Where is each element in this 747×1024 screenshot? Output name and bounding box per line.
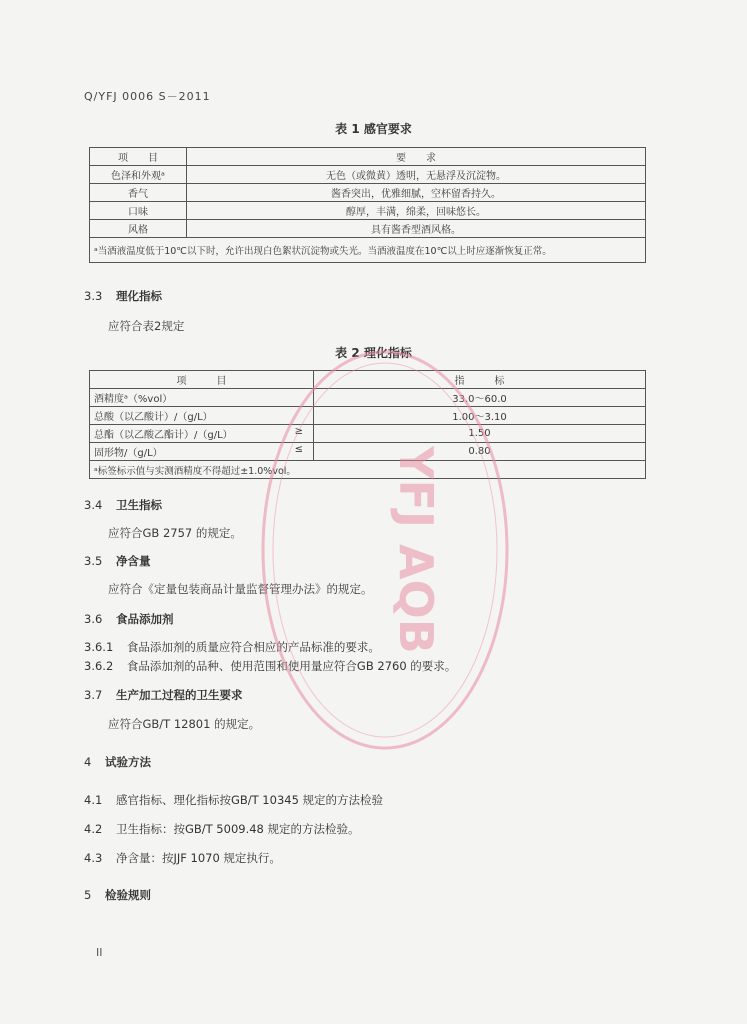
table-cell: 色泽和外观ᵃ — [90, 166, 187, 184]
table-cell — [90, 443, 314, 461]
section-number: 5 — [84, 888, 92, 902]
section-title: 理化指标 — [115, 289, 162, 303]
table-row — [90, 166, 646, 184]
table-row — [90, 425, 646, 443]
table-cell — [90, 389, 314, 407]
table-header-row — [90, 371, 646, 389]
section-number: 3.6.2 — [84, 659, 114, 673]
table-header-cell: 指 标 — [314, 371, 646, 389]
section-title: 检验规则 — [104, 888, 151, 902]
table2-caption: 表 2 理化指标 — [335, 346, 412, 360]
table-cell: 酱香突出，优雅细腻，空杯留香持久。 — [187, 184, 646, 202]
section-number: 4.3 — [84, 851, 103, 865]
table-cell — [90, 425, 314, 443]
item-label: 酒精度ᵃ（%vol） — [94, 394, 173, 405]
table-cell: 无色（或微黄）透明，无悬浮及沉淀物。 — [187, 166, 646, 184]
subsection — [84, 639, 380, 655]
table-row — [90, 202, 646, 220]
section-title: 食品添加剂 — [115, 612, 174, 626]
section-number: 4 — [84, 755, 92, 769]
section-body: 卫生指标：按GB/T 5009.48 规定的方法检验。 — [115, 822, 360, 836]
item-label: 总酸（以乙酸计）/（g/L） — [94, 412, 213, 423]
table-cell: 口味 — [90, 202, 187, 220]
table-note-row — [90, 461, 646, 479]
section-heading — [84, 887, 151, 903]
table-cell: 33.0～60.0 — [314, 389, 646, 407]
table-note: ᵃ当酒液温度低于10℃以下时，允许出现白色絮状沉淀物或失光。当酒液温度在10℃以上时应逐渐恢复正常。 — [90, 238, 646, 263]
section-body: 净含量：按JJF 1070 规定执行。 — [115, 851, 281, 865]
section-title: 净含量 — [115, 554, 151, 568]
section-number: 3.6.1 — [84, 640, 114, 654]
section-heading — [84, 687, 242, 703]
table-cell: 1.50 — [314, 425, 646, 443]
page-number: II — [96, 946, 103, 959]
sensory-requirements-table — [89, 147, 646, 263]
section-title: 试验方法 — [104, 755, 151, 769]
section-title: 卫生指标 — [115, 498, 162, 512]
comparison-symbol: ≤ — [294, 444, 303, 455]
section-title: 生产加工过程的卫生要求 — [115, 688, 243, 702]
section-heading — [84, 611, 173, 627]
section-number: 3.5 — [84, 554, 103, 568]
item-label: 固形物/（g/L） — [94, 448, 163, 459]
table-cell: 0.80 — [314, 443, 646, 461]
stamp-lettering: YFJ AQB — [389, 446, 443, 654]
table1-caption: 表 1 感官要求 — [335, 122, 412, 136]
section-body: 食品添加剂的质量应符合相应的产品标准的要求。 — [126, 640, 380, 654]
table-cell: 风格 — [90, 220, 187, 238]
table-header-cell: 项 目 — [90, 148, 187, 166]
table-cell: 香气 — [90, 184, 187, 202]
section-heading — [84, 288, 162, 304]
table-row — [90, 220, 646, 238]
section-number: 3.6 — [84, 612, 103, 626]
section-heading — [84, 754, 151, 770]
section-body: 应符合GB 2757 的规定。 — [108, 526, 242, 540]
table-cell — [90, 407, 314, 425]
table-note: ᵃ标签标示值与实测酒精度不得超过±1.0%vol。 — [90, 461, 646, 479]
section-body: 食品添加剂的品种、使用范围和使用量应符合GB 2760 的要求。 — [126, 659, 457, 673]
section-body: 应符合《定量包装商品计量监督管理办法》的规定。 — [108, 582, 373, 596]
section-number: 4.2 — [84, 822, 103, 836]
table-cell: 具有酱香型酒风格。 — [187, 220, 646, 238]
subsection — [84, 850, 281, 866]
section-heading — [84, 497, 162, 513]
table-header-cell: 项 目 — [90, 371, 314, 389]
section-body: 应符合GB/T 12801 的规定。 — [108, 717, 261, 731]
section-number: 3.3 — [84, 289, 103, 303]
table-header-row — [90, 148, 646, 166]
item-label: 总酯（以乙酸乙酯计）/（g/L） — [94, 430, 233, 441]
section-number: 3.7 — [84, 688, 103, 702]
section-heading — [84, 553, 150, 569]
physicochemical-table — [89, 370, 646, 479]
subsection — [84, 658, 456, 674]
table-row — [90, 184, 646, 202]
table-cell: 1.00～3.10 — [314, 407, 646, 425]
comparison-symbol: ≥ — [294, 426, 303, 437]
table-cell: 醇厚，丰满，绵柔，回味悠长。 — [187, 202, 646, 220]
subsection — [84, 792, 383, 808]
subsection — [84, 821, 360, 837]
table-header-cell: 要 求 — [187, 148, 646, 166]
section-number: 3.4 — [84, 498, 103, 512]
table-note-row — [90, 238, 646, 263]
table-row — [90, 389, 646, 407]
table-row — [90, 443, 646, 461]
standard-code: Q/YFJ 0006 S－2011 — [84, 90, 211, 103]
section-body: 应符合表2规定 — [108, 319, 185, 333]
table-row — [90, 407, 646, 425]
section-number: 4.1 — [84, 793, 103, 807]
section-body: 感官指标、理化指标按GB/T 10345 规定的方法检验 — [115, 793, 384, 807]
